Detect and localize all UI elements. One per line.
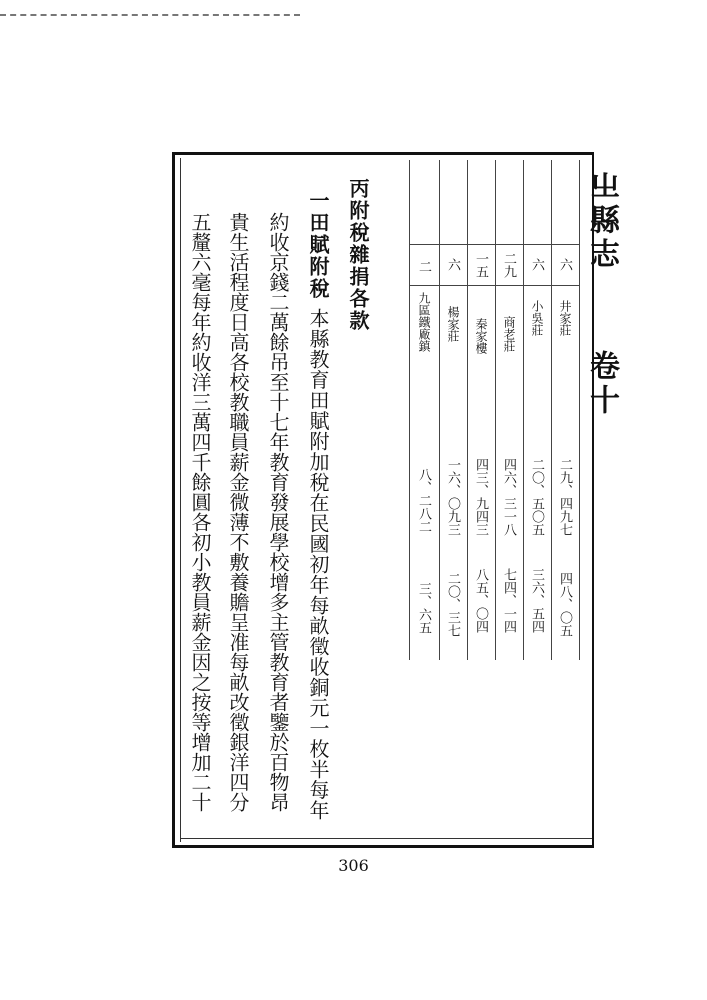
village-name: 九區鐵廠鎮	[417, 292, 431, 352]
value-b: 三六、五四	[529, 568, 544, 633]
row-number: 二九	[501, 252, 516, 278]
village-name: 商老莊	[502, 316, 516, 352]
value-a: 八、二八二	[416, 468, 431, 533]
value-a: 四三、九四三	[473, 458, 488, 536]
table-separator	[439, 160, 440, 660]
row-number: 一五	[473, 252, 488, 278]
value-b: 四八、〇五	[557, 572, 572, 637]
page-number: 306	[338, 856, 369, 875]
table-separator	[467, 160, 468, 660]
frame-inner-bottom-line	[180, 838, 592, 839]
section-heading: 丙附稅雜捐各款	[346, 178, 370, 332]
paragraph-line: 約收京錢二萬餘吊至十七年教育發展學校增多主管教育者鑒於百物昂	[266, 212, 290, 812]
village-name: 井家莊	[558, 300, 572, 336]
value-b: 二〇、三七	[445, 572, 460, 637]
item-title: 一田賦附稅	[306, 190, 330, 300]
running-title: 㞢縣志	[584, 170, 619, 272]
dashed-rule	[0, 14, 300, 16]
row-number: 六	[445, 258, 460, 271]
row-number: 二	[416, 260, 431, 273]
table-separator	[523, 160, 524, 660]
row-number: 六	[529, 258, 544, 271]
value-b: 七四、一四	[501, 568, 516, 633]
value-a: 一六、〇九三	[445, 458, 460, 536]
table-separator	[495, 160, 496, 660]
table-separator	[409, 160, 410, 660]
chapter-mark: 卷十	[584, 350, 619, 418]
paragraph-line: 貴生活程度日高各校教職員薪金微薄不敷養贍呈准每畝改徵銀洋四分	[226, 212, 250, 812]
paragraph-line: 五釐六毫每年約收洋三萬四千餘圓各初小教員薪金因之按等增加二十	[188, 212, 212, 812]
value-b: 八五、〇四	[473, 568, 488, 633]
table-separator	[551, 160, 552, 660]
value-a: 二九、四九七	[557, 458, 572, 536]
table-header-line	[409, 285, 579, 286]
frame-inner-left-line	[180, 158, 181, 842]
village-name: 楊家莊	[446, 306, 460, 342]
value-a: 四六、三一八	[501, 458, 516, 536]
table-separator	[579, 160, 580, 660]
paragraph-line: 本縣教育田賦附加稅在民國初年每畝徵收銅元一枚半每年	[306, 308, 330, 821]
table-header-line	[409, 244, 579, 245]
village-name: 小吳莊	[530, 300, 544, 336]
village-name: 秦家樓	[474, 318, 488, 354]
value-a: 二〇、五〇五	[529, 458, 544, 536]
row-number: 六	[557, 258, 572, 271]
value-b: 三、六五	[416, 582, 431, 634]
